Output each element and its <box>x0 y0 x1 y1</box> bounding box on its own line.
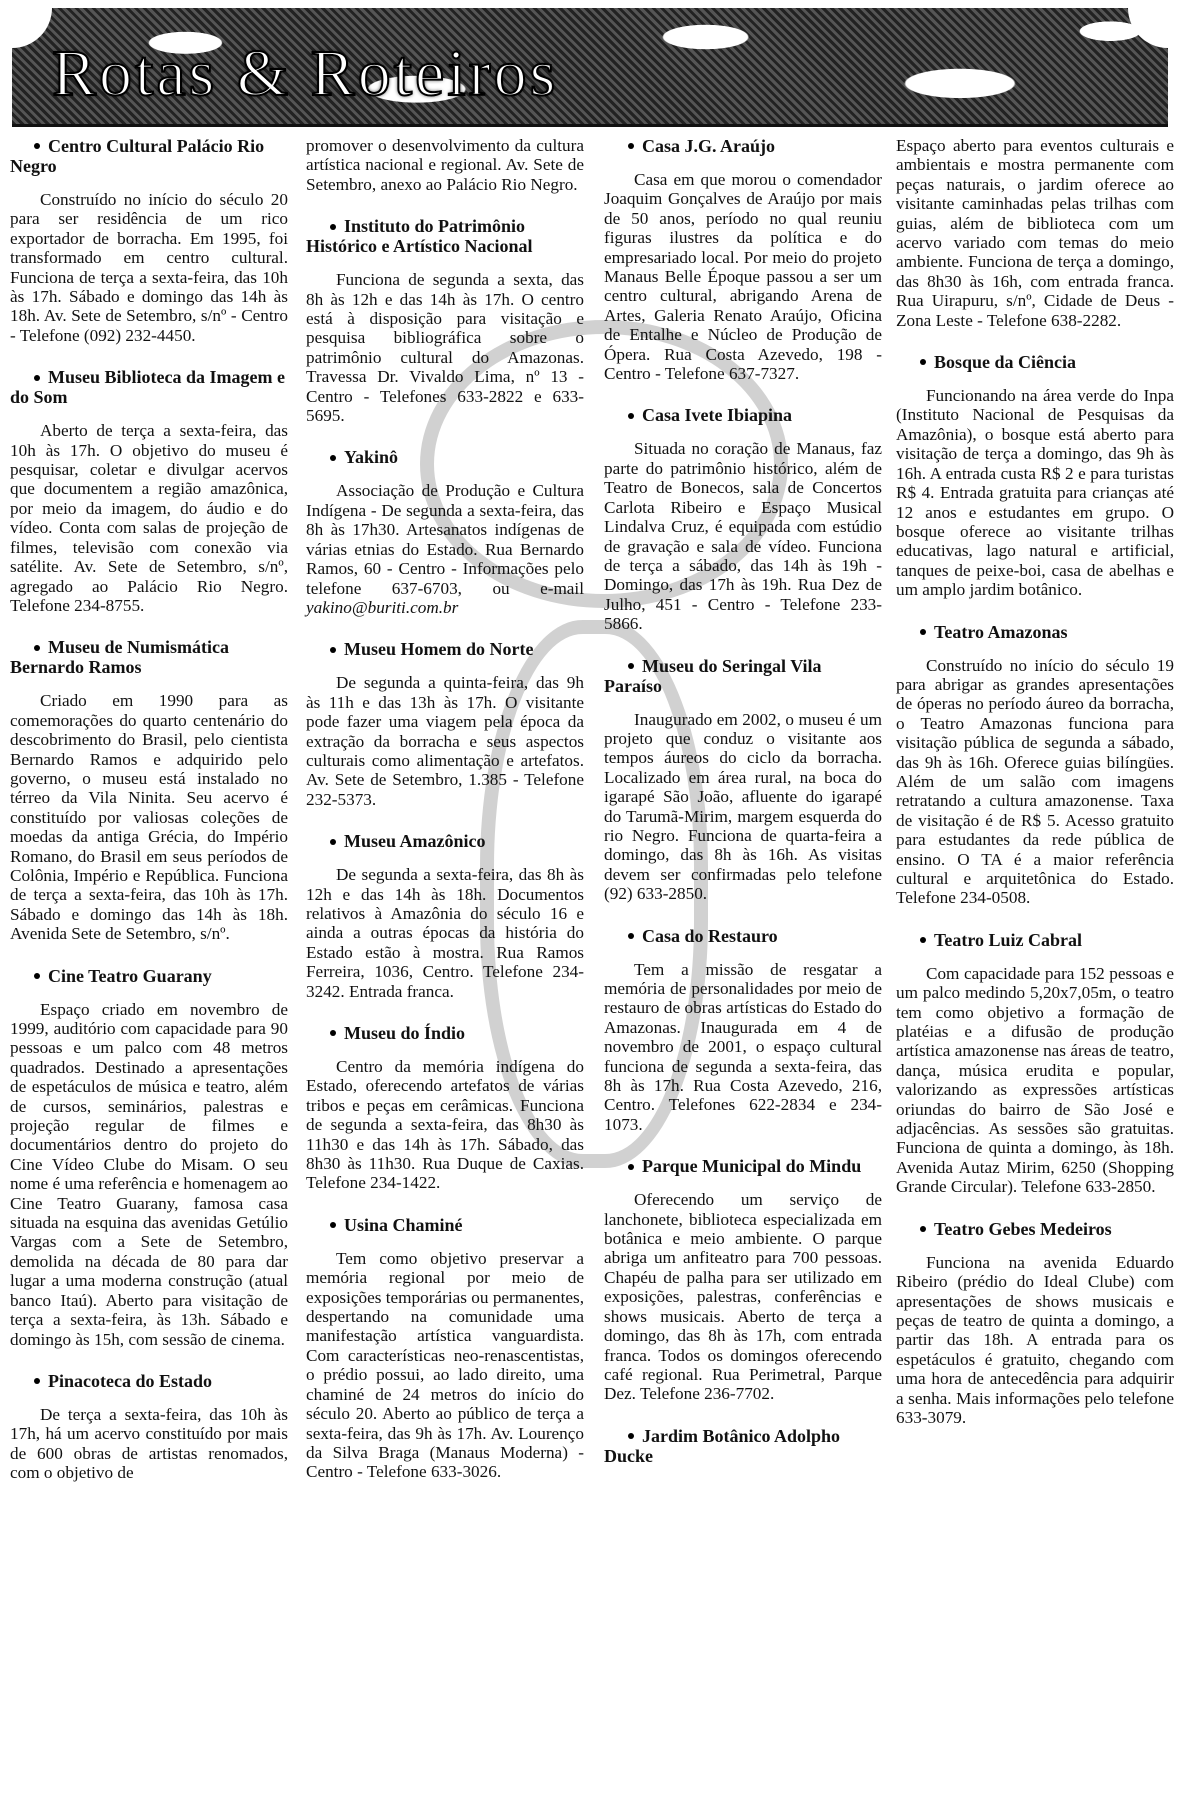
bullet-icon <box>330 647 336 653</box>
entry-heading: Usina Chaminé <box>306 1215 584 1235</box>
entry-heading: Cine Teatro Guarany <box>10 966 288 986</box>
entry-heading: Casa do Restauro <box>604 926 882 946</box>
listing-entry <box>604 405 882 633</box>
entry-heading: Teatro Amazonas <box>896 622 1174 642</box>
entry-heading: Casa Ivete Ibiapina <box>604 405 882 425</box>
bullet-icon <box>34 645 40 651</box>
bullet-icon <box>330 224 336 230</box>
entry-heading: Museu Homem do Norte <box>306 639 584 659</box>
entry-heading: Teatro Luiz Cabral <box>896 930 1174 950</box>
bullet-icon <box>330 1030 336 1036</box>
listing-entry <box>604 926 882 1135</box>
entry-heading: Museu do Índio <box>306 1023 584 1043</box>
bullet-icon <box>330 1222 336 1228</box>
listing-entry <box>10 136 288 345</box>
bullet-icon <box>34 1378 40 1384</box>
entry-body: Construído no início do século 19 para abrigar as grandes apresentações de óperas no período áureo da borracha, o Teatro Amazonas funciona para visitação pública de segunda a sábado, das 9h às 16h. Oferece guias bilíngües. Além de um salão com imagens retratando a cultura amazonense. Taxa de visitação é de R$ 5. Acesso gratuito para estudantes da rede pública de ensino. O TA é a maior referência cultural e arquitetônica do Estado. Telefone 234-0508. <box>896 655 1174 908</box>
listing-entry <box>306 831 584 1001</box>
entry-body: Funcionando na área verde do Inpa (Instituto Nacional de Pesquisas da Amazônia), o bosque está aberto para visitação de terça a domingo, das 9h às 16h. A entrada custa R$ 2 e para turistas R$ 4. Entrada gratuita para crianças até 12 anos e estudantes em grupo. O bosque oferece ao visitante trilhas educativas, lago natural e artificial, tanques de peixe-boi, casa de abelhas e um amplo jardim botânico. <box>896 386 1174 600</box>
listing-entry <box>604 1426 882 1466</box>
entry-heading: Jardim Botânico Adolpho Ducke <box>604 1425 841 1466</box>
continued-text: Espaço aberto para eventos culturais e ambientais e mostra permanente com peças naturais, o jardim oferece ao visitante caminhadas pelas trilhas com guias, além de biblioteca com um acervo variado com temas do meio ambiente. Funciona de terça a domingo, das 8h30 às 16h, com entrada franca. Rua Uirapuru, s/nº, Cidade de Deus - Zona Leste - Telefone 638-2282. <box>896 136 1174 330</box>
section-title: Rotas & Roteiros <box>52 37 559 110</box>
entry-body: De segunda a sexta-feira, das 8h às 12h e das 14h às 18h. Documentos relativos à Amazônia do século 16 e ainda a outras épocas da história do Estado estão à mostra. Rua Ramos Ferreira, 1036, Centro. Telefone 234-3242. Entrada franca. <box>306 865 584 1001</box>
bullet-icon <box>628 1433 634 1439</box>
entry-heading: Casa J.G. Araújo <box>604 136 882 156</box>
bullet-icon <box>628 143 634 149</box>
listing-entry <box>604 136 882 383</box>
bullet-icon <box>34 143 40 149</box>
entry-body: Oferecendo um serviço de lanchonete, biblioteca especializada em botânica e meio ambiente. O parque abriga um anfiteatro para 700 pessoas. Chapéu de palha para ser utilizado em exposições, palestras, conferências e shows musicais. Aberto de terça a domingo, das 8h às 17h, com entrada franca. Todos os domingos oferecendo café regional. Rua Perimetral, Parque Dez. Telefone 236-7702. <box>604 1190 882 1404</box>
entry-heading: Museu Amazônico <box>306 831 584 851</box>
bullet-icon <box>34 375 40 381</box>
entry-heading: Yakinô <box>306 447 584 467</box>
listing-entry <box>896 622 1174 908</box>
entry-body: Tem a missão de resgatar a memória de personalidades por meio de restauro de obras artísticas do Estado do Amazonas. Inaugurada em 4 de novembro de 2001, o espaço cultural funciona de segunda a sexta-feira, das 8h às 17h. Rua Costa Azevedo, 216, Centro. Telefones 622-2834 e 234-1073. <box>604 959 882 1134</box>
email-link[interactable]: yakino@buriti.com.br <box>306 597 459 617</box>
listing-entry <box>306 1215 584 1482</box>
bullet-icon <box>920 359 926 365</box>
entry-heading: Museu do Seringal Vila Paraíso <box>604 655 822 696</box>
entry-heading: Bosque da Ciência <box>896 352 1174 372</box>
bullet-icon <box>628 413 634 419</box>
entry-heading: Teatro Gebes Medeiros <box>896 1219 1174 1239</box>
entry-body: Centro da memória indígena do Estado, oferecendo artefatos de várias tribos e peças em cerâmicas. Funciona de segunda a sexta-feira, das 8h30 às 11h30 e das 14h às 17h. Sábado, das 8h30 às 11h30. Rua Duque de Caxias. Telefone 234-1422. <box>306 1057 584 1193</box>
entry-body: De segunda a quinta-feira, das 9h às 11h e das 13h às 17h. O visitante pode fazer uma viagem pela época da extração da borracha e seus aspectos culturais como alimentação e artefatos. Av. Sete de Setembro, 1.385 - Telefone 232-5373. <box>306 673 584 809</box>
listing-entry <box>10 637 288 943</box>
entry-body: Inaugurado em 2002, o museu é um projeto que conduz o visitante aos tempos áureos do ciclo da borracha. Localizado em área rural, na boca do igarapé São João, afluente do igarapé do Tarumã-Mirim, margem esquerda do rio Negro. Funciona de quarta-feira a domingo, das 8h às 16h. As visitas devem ser confirmadas pelo telefone (92) 633-2850. <box>604 709 882 904</box>
entry-body: Situada no coração de Manaus, faz parte do patrimônio histórico, além de Teatro de Bonecos, sala de Concertos Carlota Ribeiro e Espaço Musical Lindalva Cruz, é equipada com estúdio de gravação e sala de vídeo. Funciona de terça a sábado, das 14h às 19h - Domingo, das 17h às 19h. Rua Dez de Julho, 451 - Centro - Telefone 233-5866. <box>604 439 882 634</box>
entry-body: De terça a sexta-feira, das 10h às 17h, há um acervo constituído por mais de 600 obras de artistas renomados, com o objetivo de <box>10 1404 288 1483</box>
entry-heading: Instituto do Patrimônio Histórico e Artístico Nacional <box>306 216 533 257</box>
entry-body: Construído no início do século 20 para ser residência de um rico exportador de borracha. Em 1995, foi transformado em centro cultural. Funciona de terça a sexta-feira, das 10h às 17h. Sábado e domingo das 14h às 18h. Av. Sete de Setembro, s/nº - Centro - Telefone (092) 232-4450. <box>10 190 288 345</box>
entry-heading: Museu Biblioteca da Imagem e do Som <box>10 367 285 408</box>
bullet-icon <box>920 937 926 943</box>
bullet-icon <box>34 973 40 979</box>
column-1 <box>10 136 288 1505</box>
listing-entry <box>10 966 288 1349</box>
listing-entry <box>10 1371 288 1483</box>
entry-heading: Centro Cultural Palácio Rio Negro <box>10 136 265 176</box>
listing-entry <box>306 447 584 617</box>
column-3 <box>604 136 882 1488</box>
listing-entry <box>604 1156 882 1403</box>
entry-body: Com capacidade para 152 pessoas e um palco medindo 5,20x7,05m, o teatro tem como objetivo a formação de platéias e a difusão de produção artística amazonense nas áreas de teatro, dança, música erudita e popular, valorizando as expressões artísticas oriundas do bairro de São José e adjacências. As sessões são gratuitas. Funciona de quinta a domingo, às 18h. Avenida Autaz Mirim, 6250 (Shopping Grande Circular). Telefone 633-2850. <box>896 963 1174 1197</box>
banner-corner-left <box>12 8 52 48</box>
entry-body: Tem como objetivo preservar a memória regional por meio de exposições temporárias ou permanentes, despertando na comunidade uma manifestação artística vanguardista. Com características neo-renascentistas, o prédio possui, ao lado direito, uma chaminé de 24 metros do início do século 20. Aberto ao público de terça a sexta-feira, das 9h às 17h. Av. Lourenço da Silva Braga (Manaus Moderna) - Centro - Telefone 633-3026. <box>306 1248 584 1482</box>
entry-heading: Parque Municipal do Mindu <box>604 1156 882 1176</box>
listing-entry <box>306 216 584 425</box>
listing-entry <box>896 352 1174 599</box>
bullet-icon <box>920 1226 926 1232</box>
banner-corner-right <box>1128 8 1168 48</box>
listing-entry <box>604 656 882 904</box>
entry-body: Aberto de terça a sexta-feira, das 10h às 17h. O objetivo do museu é pesquisar, coletar e divulgar acervos que documentem a região amazônica, por meio da imagem, do áudio e do vídeo. Conta com salas de projeção de filmes, televisão com conexão via satélite. Av. Sete de Setembro, s/nº, agregado ao Palácio Rio Negro. Telefone 234-8755. <box>10 421 288 615</box>
bullet-icon <box>920 629 926 635</box>
entry-heading: Pinacoteca do Estado <box>10 1371 288 1391</box>
bullet-icon <box>628 933 634 939</box>
bullet-icon <box>330 839 336 845</box>
column-2 <box>306 136 584 1504</box>
listing-entry <box>896 1219 1174 1428</box>
entry-body: Criado em 1990 para as comemorações do quarto centenário do descobrimento do Brasil, pelo cientista Bernardo Ramos e adquirido pelo governo, o museu está instalado no térreo da Vila Ninita. Seu acervo é constituído por valiosas coleções de moedas da antiga Grécia, do Império Romano, do Brasil em seus períodos de Colônia, Império e República. Funciona de terça a sexta-feira, das 10h às 17h. Sábado e domingo das 14h às 18h. Avenida Sete de Setembro, s/nº. <box>10 691 288 944</box>
listing-entry <box>306 1023 584 1193</box>
entry-body: Casa em que morou o comendador Joaquim Gonçalves de Araújo por mais de 50 anos, período no qual reuniu figuras ilustres da política e do empresariado local. Por meio do projeto Manaus Belle Époque passou a ser um centro cultural, abrigando Arena de Artes, Galeria Renato Araújo, Oficina de Entalhe e Núcleo de Produção de Ópera. Rua Costa Azevedo, 198 - Centro - Telefone 637-7327. <box>604 170 882 384</box>
entry-body: Associação de Produção e Cultura Indígena - De segunda a sexta-feira, das 8h às 17h30. Artesanatos indígenas de várias etnias do Estado. Rua Bernardo Ramos, 60 - Centro - Informações pelo telefone 637-6703, ou e-mail yakino@buriti.com.br <box>306 481 584 617</box>
listing-entry <box>896 930 1174 1197</box>
entry-body: Funciona na avenida Eduardo Ribeiro (prédio do Ideal Clube) com apresentações de shows musicais e peças de teatro de quinta a domingo, a partir das 18h. A entrada para os espetáculos é gratuito, chegando com uma hora de antecedência para adquirir a senha. Mais informações pelo telefone 633-3079. <box>896 1252 1174 1427</box>
bullet-icon <box>330 455 336 461</box>
column-4 <box>896 136 1174 1449</box>
entry-heading: Museu de Numismática Bernardo Ramos <box>10 637 229 678</box>
continued-text: promover o desenvolvimento da cultura artística nacional e regional. Av. Sete de Setembro, anexo ao Palácio Rio Negro. <box>306 136 584 194</box>
listing-entry <box>306 639 584 809</box>
listing-entry <box>10 367 288 615</box>
bullet-icon <box>628 663 634 669</box>
entry-body: Espaço criado em novembro de 1999, auditório com capacidade para 90 pessoas e um palco com 48 metros quadrados. Destinado a apresentações de espetáculos de música e teatro, além de cursos, seminários, palestras e projeção regular de filmes e documentários dentro do projeto do Cine Vídeo Clube do Misam. O seu nome é uma referência e homenagem ao Cine Teatro Guarany, famosa casa situada na esquina das avenidas Getúlio Vargas com a Sete de Setembro, demolida na década de 80 para dar lugar a uma moderna construção (atual banco Itaú). Aberto para visitação de terça a sexta-feira, às 13h. Sábado e domingo às 15h, com sessão de cinema. <box>10 999 288 1349</box>
bullet-icon <box>628 1164 634 1170</box>
entry-body: Funciona de segunda a sexta, das 8h às 12h e das 14h às 17h. O centro está à disposição para visitação e pesquisa bibliográfica sobre o patrimônio cultural do Amazonas. Travessa Dr. Vivaldo Lima, nº 13 - Centro - Telefones 633-2822 e 633-5695. <box>306 270 584 426</box>
section-banner <box>12 8 1168 127</box>
